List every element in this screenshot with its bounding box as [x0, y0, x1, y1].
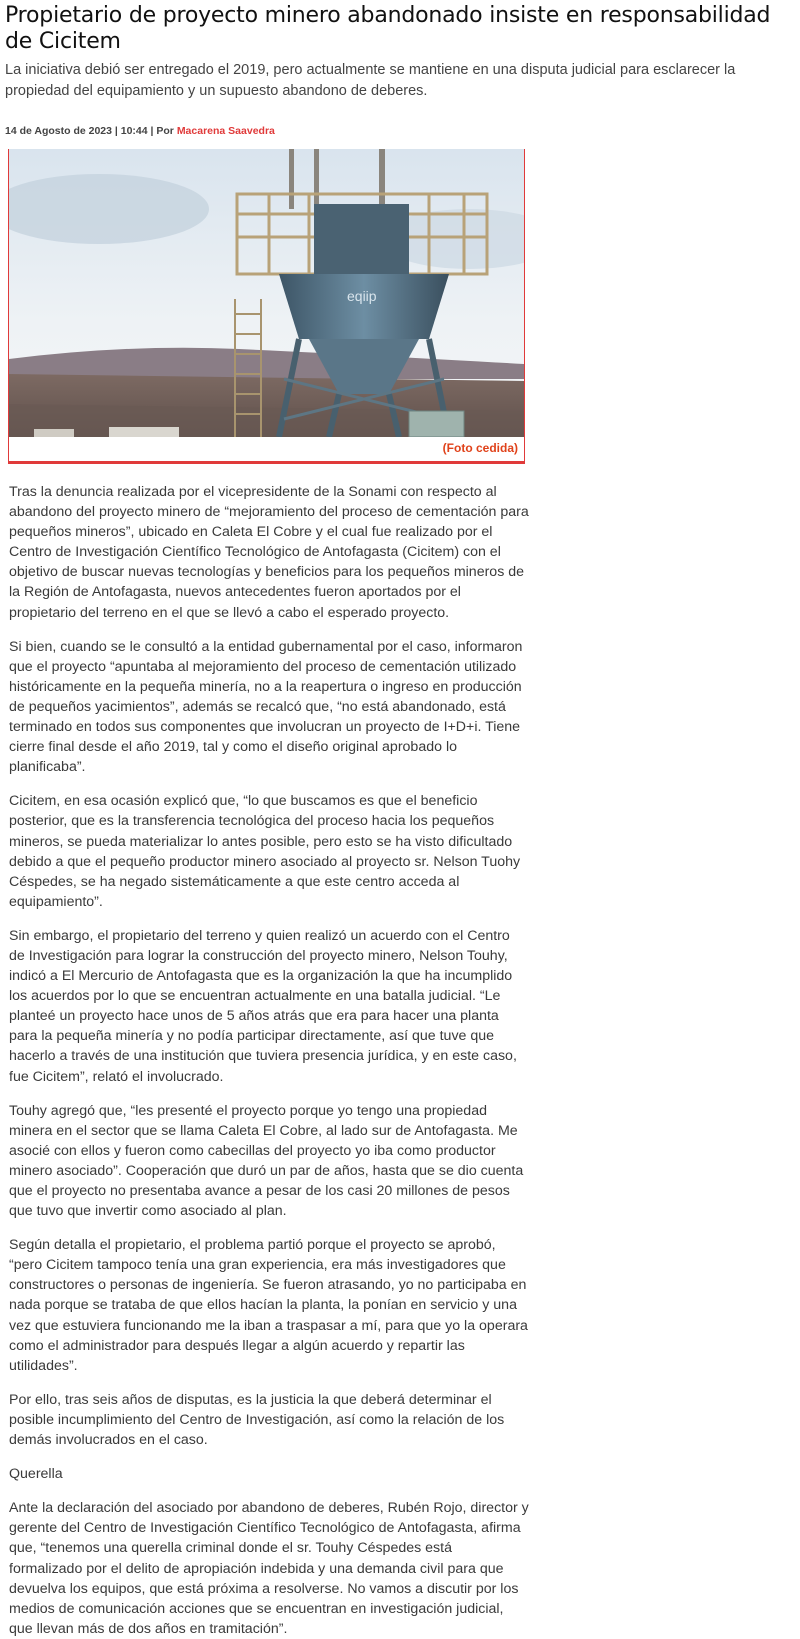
machine-logo: eqiip: [347, 288, 377, 304]
photo-caption: (Foto cedida): [442, 441, 518, 455]
article-meta: [5, 125, 795, 139]
article-paragraph: Sin embargo, el propietario del terreno y quien realizó un acuerdo con el Centro de Investigación para lograr la construcción del proyecto minero, Nelson Touhy, indicó a El Mercurio de Antofagasta que es la organización la que ha incumplido los acuerdos por lo que se encuentran actualmente en una batalla judicial. “Le planteé un proyecto hace unos de 5 años atrás que era para hacer una planta para la pequeña minería y no podía participar directamente, así que tuve que hacerlo a través de una institución que tuviera presencia jurídica, y en este caso, fue Cicitem”, relató el involucrado.: [9, 927, 517, 1085]
article-paragraph: Tras la denuncia realizada por el vicepresidente de la Sonami con respecto al abandono del proyecto minero de “mejoramiento del proceso de cementación para pequeños mineros”, ubicado en Caleta El Cobre y el cual fue realizado por el Centro de Investigación Científico Tecnológico de Antofagasta (Cicitem) con el objetivo de buscar nuevas tecnologías y beneficios para los pequeños mineros de la Región de Antofagasta, nuevos antecedentes fueron aportados por el propietario del terreno en el que se llevó a cabo el esperado proyecto.: [9, 484, 529, 621]
article-date: 14 de Agosto de 2023 | 10:44 | Por: [5, 125, 174, 137]
article-paragraph: Touhy agregó que, “les presenté el proyecto porque yo tengo una propiedad minera en el sector que se llama Caleta El Cobre, al lado sur de Antofagasta. Me asocié con ellos y fueron como cabecillas del proyecto yo iba como productor minero asociado”. Cooperación que duró un par de años, hasta que se dio cuenta que el proyecto no presentaba avance a pesar de los casi 20 millones de pesos que tuvo que invertir como asociado al plan.: [9, 1102, 524, 1220]
article-body: [9, 482, 529, 1639]
author-link[interactable]: Macarena Saavedra: [176, 125, 275, 137]
article-paragraph: Ante la declaración del asociado por abandono de deberes, Rubén Rojo, director y gerente del Centro de Investigación Científico Tecnológico de Antofagasta, afirma que, “tenemos una querella criminal donde el sr. Touhy Céspedes está formalizado por el delito de apropiación indebida y una demanda civil para que devuelva los equipos, que está próxima a resolverse. No vamos a discutir por los medios de comunicación acciones que se encuentran en investigación judicial, que llevan más de dos años en tramitación”.: [9, 1500, 529, 1637]
article-paragraph: Si bien, cuando se le consultó a la entidad gubernamental por el caso, informaron que el proyecto “apuntaba al mejoramiento del proceso de cementación utilizado históricamente en la pequeña minería, no a la reapertura o ingreso en producción de pequeños yacimientos”, además se recalcó que, “no está abandonado, está terminado en todos sus componentes que involucran un proyecto de I+D+i. Tiene cierre final desde el año 2019, tal y como el diseño original aprobado lo planificaba”.: [9, 638, 523, 776]
article-subtitle: La iniciativa debió ser entregado el 2019, pero actualmente se mantiene en una disputa judicial para esclarecer la propiedad del equipamiento y un supuesto abandono de deberes.: [5, 62, 736, 99]
article-paragraph: Cicitem, en esa ocasión explicó que, “lo que buscamos es que el beneficio posterior, que es la transferencia tecnológica del proceso hacia los pequeños mineros, se pueda materializar lo antes posible, pero esto se ha visto dificultado debido a que el pequeño productor minero asociado al proyecto sr. Nelson Tuohy Céspedes, se ha negado sistemáticamente a que este centro acceda al equipamiento”.: [9, 793, 521, 910]
article-paragraph: Según detalla el propietario, el problema partió porque el proyecto se aprobó, “pero Cicitem tampoco tenía una gran experiencia, era más investigadores que constructores o personas de ingeniería. Se fueron atrasando, yo no participaba en nada porque se trataba de que ellos hacían la planta, la ponían en servicio y una vez que estuviera funcionando me la iban a traspasar a mí, para que yo la operara como el administrador para después llegar a algún acuerdo y repartir las utilidades”.: [9, 1237, 528, 1374]
mining-plant-photo: [9, 149, 524, 437]
article-title: Propietario de proyecto minero abandonado insiste en responsabilidad de Cicitem: [5, 3, 771, 54]
section-heading: Querella: [9, 1466, 63, 1483]
article-photo: [8, 149, 525, 464]
article-paragraph: Por ello, tras seis años de disputas, es la justicia la que deberá determinar el posible incumplimiento del Centro de Investigación, así como la relación de los demás involucrados en el caso.: [9, 1391, 505, 1449]
